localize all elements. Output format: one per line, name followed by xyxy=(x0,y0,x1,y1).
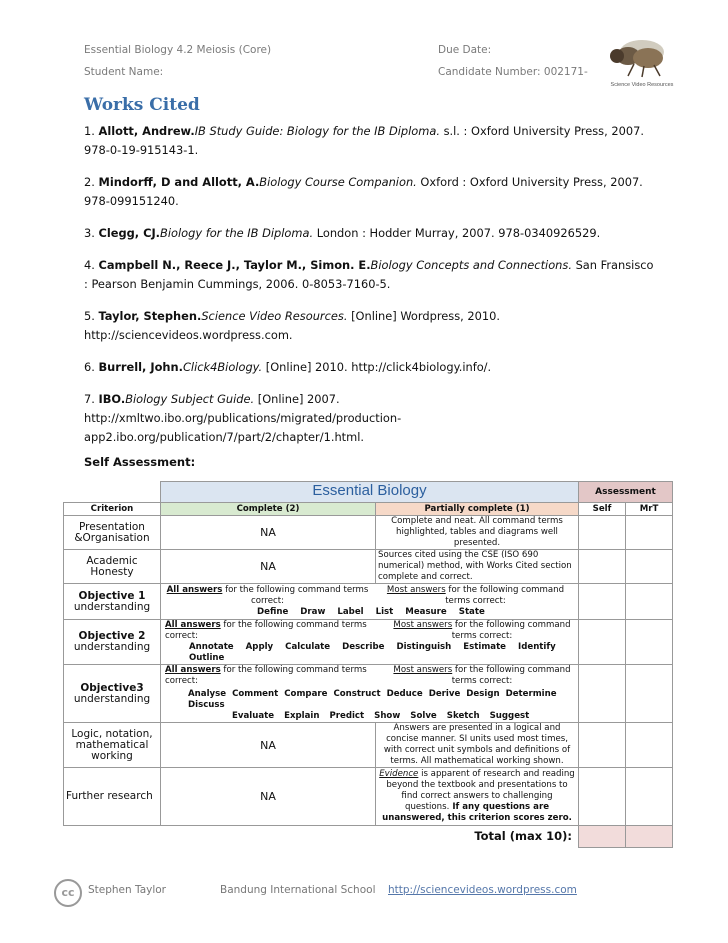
mrt-score-cell[interactable] xyxy=(626,584,673,620)
footer-school: Bandung International School xyxy=(220,884,376,896)
reference-item: 1. Allott, Andrew.IB Study Guide: Biology for the IB Diploma. s.l. : Oxford University Press, 2007. 978-0-19-915143-1. xyxy=(84,124,644,157)
self-score-cell[interactable] xyxy=(579,584,626,620)
partial-logic: Answers are presented in a logical and concise manner. SI units used most times, with correct unit symbols and definitions of terms. All mathematical working shown. xyxy=(376,723,579,768)
fly-icon xyxy=(598,30,686,88)
table-row xyxy=(64,665,673,723)
self-score-cell[interactable] xyxy=(579,723,626,768)
objective-1-description: All answers for the following command terms correct: Most answers for the following command terms correct: Define Draw Label List Measure State xyxy=(161,584,579,620)
objective-2-description: All answers for the following command terms correct: Most answers for the following command terms correct: Annotate Apply Calculate Describe Distinguish Estimate IdentifyOutline xyxy=(161,620,579,665)
mrt-score-cell[interactable] xyxy=(626,665,673,723)
footer-link[interactable]: http://sciencevideos.wordpress.com xyxy=(388,884,577,896)
assessment-header: Assessment xyxy=(579,482,673,503)
partial-research: Evidence is apparent of research and reading beyond the textbook and presentations to find correct answers to challenging questions. If any questions are unanswered, this criterion scores zero. xyxy=(376,768,579,826)
partial-header: Partially complete (1) xyxy=(376,503,579,516)
logo-caption: Science Video Resources xyxy=(610,82,674,88)
works-cited-list xyxy=(84,122,654,460)
self-total-cell[interactable] xyxy=(579,826,626,848)
criterion-logic: Logic, notation, mathematical working xyxy=(64,723,161,768)
reference-item: 5. Taylor, Stephen.Science Video Resources. [Online] Wordpress, 2010. http://sciencevideos.wordpress.com. xyxy=(84,309,500,342)
reference-item: 7. IBO.Biology Subject Guide. [Online] 2007. http://xmltwo.ibo.org/publications/migrated/production-app2.ibo.org/publication/7/part/2/chapter/1.html. xyxy=(84,392,402,444)
self-score-cell[interactable] xyxy=(579,550,626,584)
rubric-banner: Essential Biology xyxy=(161,482,579,503)
na-value: NA xyxy=(161,550,376,584)
partial-academic: Sources cited using the CSE (ISO 690 numerical) method, with Works Cited section complete and correct. xyxy=(376,550,579,584)
mrt-score-cell[interactable] xyxy=(626,516,673,550)
self-score-cell[interactable] xyxy=(579,620,626,665)
self-header: Self xyxy=(579,503,626,516)
table-row xyxy=(64,516,673,550)
student-name-label: Student Name: xyxy=(84,66,164,78)
partial-presentation: Complete and neat. All command terms highlighted, tables and diagrams well presented. xyxy=(376,516,579,550)
table-row xyxy=(64,768,673,826)
table-row xyxy=(64,620,673,665)
self-score-cell[interactable] xyxy=(579,516,626,550)
criterion-objective-1: Objective 1 understanding xyxy=(64,584,161,620)
reference-item: 6. Burrell, John.Click4Biology. [Online] 2010. http://click4biology.info/. xyxy=(84,360,492,374)
criterion-header: Criterion xyxy=(64,503,161,516)
table-row xyxy=(64,584,673,620)
candidate-number: Candidate Number: 002171- xyxy=(438,66,588,78)
course-title: Essential Biology 4.2 Meiosis (Core) xyxy=(84,44,272,56)
mrt-score-cell[interactable] xyxy=(626,723,673,768)
na-value: NA xyxy=(161,723,376,768)
due-date-label: Due Date: xyxy=(438,44,492,56)
objective-3-description: All answers for the following command terms correct: Most answers for the following command terms correct: Analyse Comment Compare Construct Deduce Derive Design DetermineDiscuss Evaluate Explain Predict Show Solve Sketch Suggest xyxy=(161,665,579,723)
science-video-logo xyxy=(598,30,686,88)
na-value: NA xyxy=(161,768,376,826)
self-assessment-heading: Self Assessment: xyxy=(84,455,196,469)
reference-item: 4. Campbell N., Reece J., Taylor M., Simon. E.Biology Concepts and Connections. San Fransisco : Pearson Benjamin Cummings, 2006. 0-8053-7160-5. xyxy=(84,258,654,291)
table-row xyxy=(64,723,673,768)
reference-item: 3. Clegg, CJ.Biology for the IB Diploma. London : Hodder Murray, 2007. 978-0340926529. xyxy=(84,226,601,240)
self-score-cell[interactable] xyxy=(579,665,626,723)
reference-item: 2. Mindorff, D and Allott, A.Biology Course Companion. Oxford : Oxford University Press, 2007. 978-099151240. xyxy=(84,175,643,208)
mrt-header: MrT xyxy=(626,503,673,516)
mrt-total-cell[interactable] xyxy=(626,826,673,848)
self-score-cell[interactable] xyxy=(579,768,626,826)
total-label: Total (max 10): xyxy=(474,829,573,844)
creative-commons-icon: cc xyxy=(54,879,82,907)
criterion-academic: Academic Honesty xyxy=(64,550,161,584)
criterion-objective-3: Objective3 understanding xyxy=(64,665,161,723)
criterion-research: Further research xyxy=(64,768,161,826)
mrt-score-cell[interactable] xyxy=(626,550,673,584)
table-row xyxy=(64,550,673,584)
complete-header: Complete (2) xyxy=(161,503,376,516)
mrt-score-cell[interactable] xyxy=(626,768,673,826)
na-value: NA xyxy=(161,516,376,550)
criterion-objective-2: Objective 2 understanding xyxy=(64,620,161,665)
works-cited-heading: Works Cited xyxy=(84,95,200,115)
criterion-presentation: Presentation &Organisation xyxy=(64,516,161,550)
mrt-score-cell[interactable] xyxy=(626,620,673,665)
assessment-rubric xyxy=(63,481,673,848)
footer-author: Stephen Taylor xyxy=(88,884,166,896)
